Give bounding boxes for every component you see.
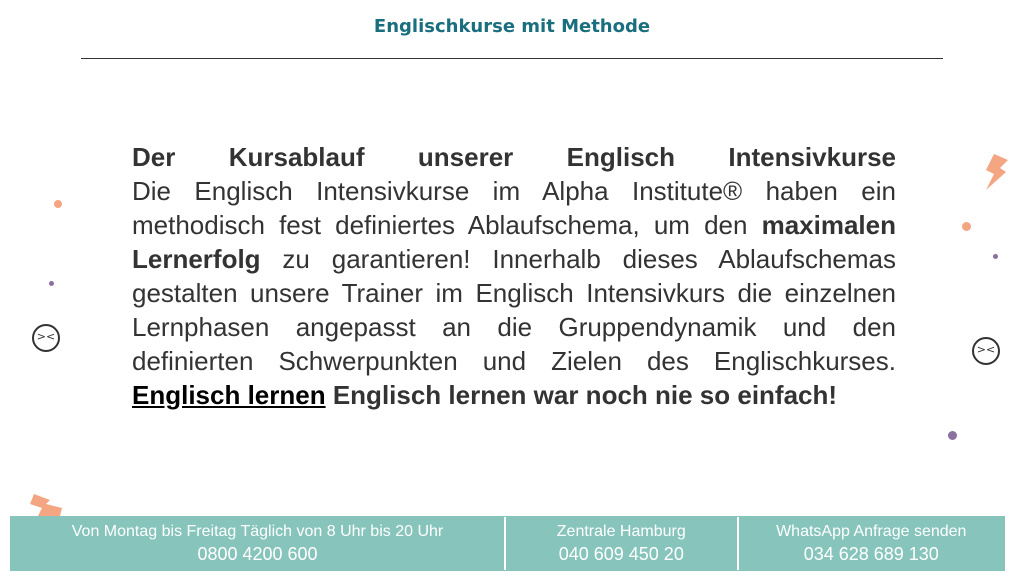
lightning-icon — [982, 154, 1010, 190]
closing-text: Englisch lernen war noch nie so einfach! — [325, 380, 838, 410]
orange-dot-icon — [962, 222, 971, 231]
footer-hamburg-cell[interactable] — [506, 517, 739, 570]
lightning-icon — [30, 494, 64, 516]
paragraph-part-1: Die Englisch Intensivkurse im Alpha Institute® haben ein methodisch fest definiertes Ablaufschema, um den — [132, 176, 896, 240]
section-heading: Der Kursablauf unserer Englisch Intensivkurse — [132, 142, 896, 172]
contact-footer — [10, 516, 1005, 571]
frown-face-icon: >< — [972, 337, 1000, 365]
header-divider — [81, 58, 943, 59]
footer-whatsapp-cell[interactable] — [739, 517, 1004, 570]
englisch-lernen-link[interactable]: Englisch lernen — [132, 380, 326, 410]
orange-dot-icon — [54, 200, 62, 208]
paragraph-part-2: zu garantieren! Innerhalb dieses Ablaufschemas gestalten unsere Trainer im Englisch Intensivkurs die einzelnen Lernphasen angepasst an die Gruppendynamik und den definierten Schwerpunkten und Zielen des Englischkurses. — [132, 244, 896, 376]
page-title: Englischkurse mit Methode — [373, 16, 651, 37]
emphasis-text: maximalen Lernerfolg — [132, 210, 896, 274]
footer-phone[interactable]: 0800 4200 600 — [197, 543, 318, 564]
main-text — [132, 140, 896, 412]
footer-label: Von Montag bis Freitag Täglich von 8 Uhr bis 20 Uhr — [71, 522, 444, 540]
purple-dot-icon — [993, 254, 998, 259]
frown-face-icon: >< — [32, 324, 60, 352]
footer-phone[interactable]: 040 609 450 20 — [558, 543, 684, 564]
footer-label: WhatsApp Anfrage senden — [776, 522, 967, 540]
footer-hours-cell[interactable] — [11, 517, 506, 570]
purple-dot-icon — [49, 281, 54, 286]
purple-dot-icon — [948, 431, 957, 440]
footer-phone[interactable]: 034 628 689 130 — [803, 543, 939, 564]
footer-label: Zentrale Hamburg — [556, 522, 686, 540]
